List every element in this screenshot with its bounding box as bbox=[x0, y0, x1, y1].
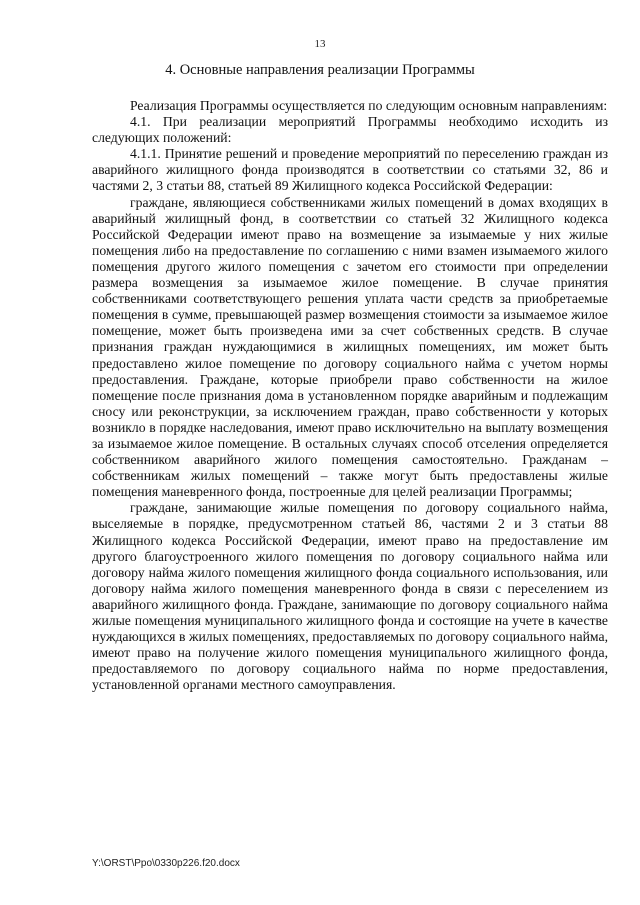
page-number: 13 bbox=[314, 38, 326, 50]
body-text bbox=[92, 98, 608, 693]
footer-file-path: Y:\ORST\Ppo\0330p226.f20.docx bbox=[92, 858, 240, 869]
paragraph: 4.1. При реализации мероприятий Программы необходимо исходить из следующих положений: bbox=[92, 114, 608, 146]
section-heading: 4. Основные направления реализации Программы bbox=[165, 62, 475, 78]
paragraph: Реализация Программы осуществляется по следующим основным направлениям: bbox=[130, 98, 608, 113]
paragraph: граждане, являющиеся собственниками жилых помещений в домах входящих в аварийный жилищный фонд, в соответствии со статьей 32 Жилищного кодекса Российской Федерации имеют право на возмещение за изымаемые у них жилые помещения либо на предоставление по соглашению с ними взамен изымаемого жилого помещения другого жилого помещения с зачетом его стоимости при определении размера возмещения за изымаемое жилое помещение. В случае принятия собственниками соответствующего решения уплата части средств за приобретаемые помещения в сумме, превышающей размер возмещения стоимости за изымаемое жилое помещение, может быть произведена ими за счет собственных средств. В случае признания граждан нуждающимися в жилищных помещениях, им может быть предоставлено жилое помещение по договору социального найма с учетом нормы предоставления. Граждане, которые приобрели право собственности на жилое помещение после признания дома в установленном порядке аварийным и подлежащим сносу или реконструкции, за исключением граждан, право собственности у которых возникло в порядке наследования, имеют право исключительно на выплату возмещения за изымаемое жилое помещение. В остальных случаях способ отселения определяется собственником аварийного жилого помещения самостоятельно. Гражданам – собственникам жилых помещений – также могут быть предоставлены жилые помещения маневренного фонда, построенные для целей реализации Программы; bbox=[92, 194, 608, 500]
paragraph: граждане, занимающие жилые помещения по договору социального найма, выселяемые в порядке, предусмотренном статьей 86, частями 2 и 3 статьи 88 Жилищного кодекса Российской Федерации, имеют право на предоставление им другого благоустроенного жилого помещения по договору социального найма или договору найма жилого помещения жилищного фонда социального использования, или договору найма жилого помещения маневренного фонда в связи с переселением из аварийного жилищного фонда. Граждане, занимающие по договору социального найма жилые помещения муниципального жилищного фонда и состоящие на учете в качестве нуждающихся в жилых помещениях, предоставляемых по договору социального найма, имеют право на получение жилого помещения муниципального жилищного фонда, предоставляемого по договору социального найма по норме предоставления, установленной органами местного самоуправления. bbox=[92, 500, 608, 693]
paragraph: 4.1.1. Принятие решений и проведение мероприятий по переселению граждан из аварийного жилищного фонда производятся в соответствии со статьями 32, 86 и частями 2, 3 статьи 88, статьей 89 Жилищного кодекса Российской Федерации: bbox=[92, 146, 608, 194]
